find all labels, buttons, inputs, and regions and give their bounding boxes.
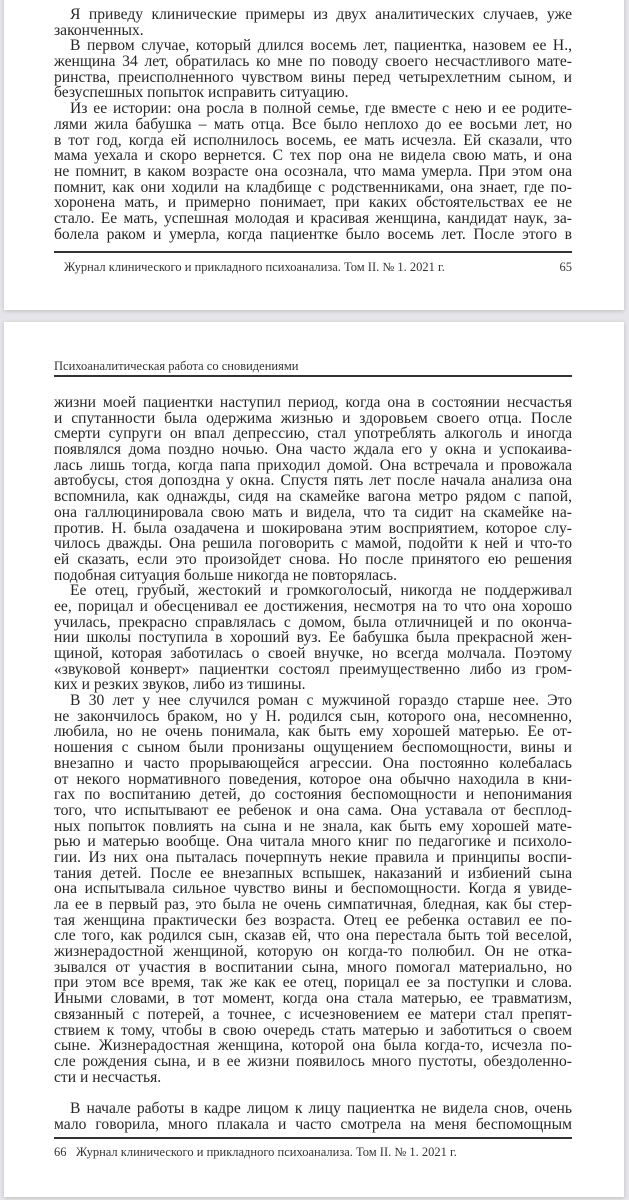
text-line: сыне. Жизнерадостная женщина, которой она была когда-то, исчезла по- [54,1037,572,1055]
footer-rule [54,1137,572,1139]
text-line: и спутанности была одержима жизнью и здоровьем своего отца. После [54,409,572,427]
text-line: она галлюцинировала свою мать и видела, что та сидит на скамейке на- [54,503,572,521]
text-line: Иными словами, в тот момент, когда она стала матерью, ее травматизм, [54,990,572,1008]
text-line: В первом случае, который длился восемь лет, пациентка, назовем ее Н., [70,37,572,55]
text-line: мало говорила, много плакала и часто смотрела на меня беспомощным [54,1115,572,1133]
text-line: чилось дважды. Она решила поговорить с мамой, подойти к ней и что-то [54,535,572,553]
paragraph [54,101,572,242]
text-line: гии. Из них она пыталась почерпнуть некие правила и принципы воспи- [54,848,572,866]
text-line: помнит, как они ходили на кладбище с родственниками, она знает, где по- [54,178,572,196]
text-line: мама уехала и скоро вернется. С тех пор она не видела свою мать, и она [54,147,572,165]
text-line: ствием к тому, чтобы в свою очередь стать матерью и заботиться о своем [54,1021,572,1039]
text-line: щиной, которая заботилась о своей внучке, но всегда молчала. Поэтому [54,645,572,662]
paragraph [54,7,572,38]
page-65 [4,0,624,310]
text-line: связанный с потерей, а точнее, с исчезновением ее матери стал препят- [54,1005,572,1023]
text-line: тания детей. После ее внезапных вспышек, наказаний и избиений сына [54,864,572,882]
text-line: ее, порицал и обесценивал ее достижения, несмотря на то что она хорошо [54,597,572,615]
text-line: «звуковой конверт» пациентки состоял преимущественно либо из гром- [54,660,572,678]
text-line: не закончилось браком, но у Н. родился сын, которого она, несомненно, [54,707,572,725]
footer-journal: Журнал клинического и прикладного психоанализа. Том II. № 1. 2021 г. [76,1145,457,1159]
text-line: при этом все время, так же как ее отец, порицал ее за поступки и слова. [54,974,572,992]
text-line: Я приведу клинические примеры из двух аналитических случаев, уже [70,6,572,23]
text-line: безуспешных попыток исправить ситуацию. [54,84,349,102]
paragraph [54,38,572,101]
paragraph [54,693,572,1085]
footer-journal: Журнал клинического и прикладного психоанализа. Том II. № 1. 2021 г. [64,260,445,274]
text-line: Из ее истории: она росла в полной семье, где вместе с нею и ее родите- [70,100,572,118]
text-line: сле рождения сына, и в ее жизни появилось много пустоты, обездоленно- [54,1052,572,1070]
text-line: сле того, как родился сын, сказав ей, что она перестала быть той веселой, [54,927,572,945]
text-line: сти и несчастья. [54,1068,162,1086]
page-66 [4,322,624,1197]
text-line: ких и резких звуков, либо из тишины. [54,676,306,694]
text-line: она испытывала сильное чувство вины и беспомощности. Когда я увиде- [54,880,572,898]
paragraph-gap [54,1085,572,1101]
text-line: законченных. [54,21,144,39]
text-line: ношения с сыном были пронизаны ощущением беспомощности, вины и [54,739,572,757]
text-line: нии школы поступила в хороший вуз. Ее бабушка была прекрасной жен- [54,629,572,647]
text-line: гах по воспитанию детей, до состояния беспомощности и непонимания [54,786,572,804]
text-line: рью и матерью вообще. Она читала много книг по педагогике и психоло- [54,833,572,851]
page-body [54,395,572,1133]
text-line: того, что испытывают ее ребенок и она сама. Она уставала от бесплод- [54,801,572,819]
text-line: вспомнила, как однажды, сидя на скамейке вагона метро рядом с папой, [54,488,572,506]
text-line: стало. Ее мать, успешная молодая и красивая женщина, кандидат наук, за- [54,209,572,227]
page-body [54,7,572,242]
text-line: подобная ситуация больше никогда не повторялась. [54,566,398,584]
text-line: жизни моей пациентки наступил период, когда она в состоянии несчастья [54,394,572,411]
text-line: ных попыток повлиять на сына и не знала, как быть ему хорошей мате- [54,817,572,835]
text-line: В 30 лет у нее случился роман с мужчиной гораздо старше нее. Это [70,692,572,710]
text-line: появлялся дома поздно ночью. Она часто ждала его у окна и успокаива- [54,441,572,459]
text-line: смерти супруги он впал депрессию, стал употреблять алкоголь и иногда [54,425,572,443]
text-line: автобусы, стоя допоздна у окна. Спустя пять лет после начала анализа она [54,472,572,490]
text-line: болела раком и умерла, когда пациентке было восемь лет. После этого в [54,225,572,243]
text-line: лась лишь тогда, когда папа приходил домой. Она встречала и провожала [54,456,572,474]
running-head: Психоаналитическая работа со сновидениями [54,359,299,373]
text-line: любила, но не очень понимала, как быть ему хорошей матерью. Ее от- [54,723,572,741]
text-line: в тот год, когда ей исполнилось восемь, ее мать исчезла. Ей сказали, что [54,131,572,149]
text-line: против. Н. была озадачена и шокирована этим восприятием, которое слу- [54,519,572,537]
text-line: внезапно и часто прорывающейся агрессии. Она постоянно колебалась [54,754,572,772]
text-line: В начале работы в кадре лицом к лицу пациентка не видела снов, очень [70,1100,572,1118]
text-line: жизнерадостной женщиной, которую он когда-то полюбил. Он не отка- [54,943,572,961]
paragraph [54,395,572,583]
text-line: лями жила бабушка – мать отца. Все было неплохо до ее восьми лет, но [54,115,572,133]
page-number: 66 [54,1145,67,1159]
text-line: ей сказать, если это произойдет снова. Но после принятого ею решения [54,550,572,568]
text-line: ринства, преисполненного чувством вины перед четырехлетним сыном, и [54,68,572,86]
paragraph [54,583,572,693]
text-line: зывался от участия в воспитании сына, много помогал материально, но [54,958,572,976]
text-line: женщина 34 лет, обратилась ко мне по поводу своего несчастливого мате- [54,53,572,71]
text-line: ла ее в первый раз, это была не очень симпатичная, бледная, как бы стер- [54,896,572,913]
text-line: от некого нормативного поведения, которое она обычно находила в кни- [54,770,572,788]
text-line: тая женщина практически без возраста. Отец ее ребенка оставил ее по- [54,911,572,929]
text-line: училась, прекрасно справлялась с домом, была отличницей и по оконча- [54,613,572,631]
text-line: Ее отец, грубый, жестокий и громкоголосый, никогда не поддерживал [70,582,572,600]
header-rule [54,375,572,377]
paragraph [54,1101,572,1132]
footer-rule [54,251,572,253]
text-line: не помнит, в каком возрасте она осознала, что мама умерла. При этом она [54,162,572,180]
text-line: хоронена мать, и примерно понимает, при каких обстоятельствах ее не [54,194,572,212]
page-number: 65 [559,260,572,274]
